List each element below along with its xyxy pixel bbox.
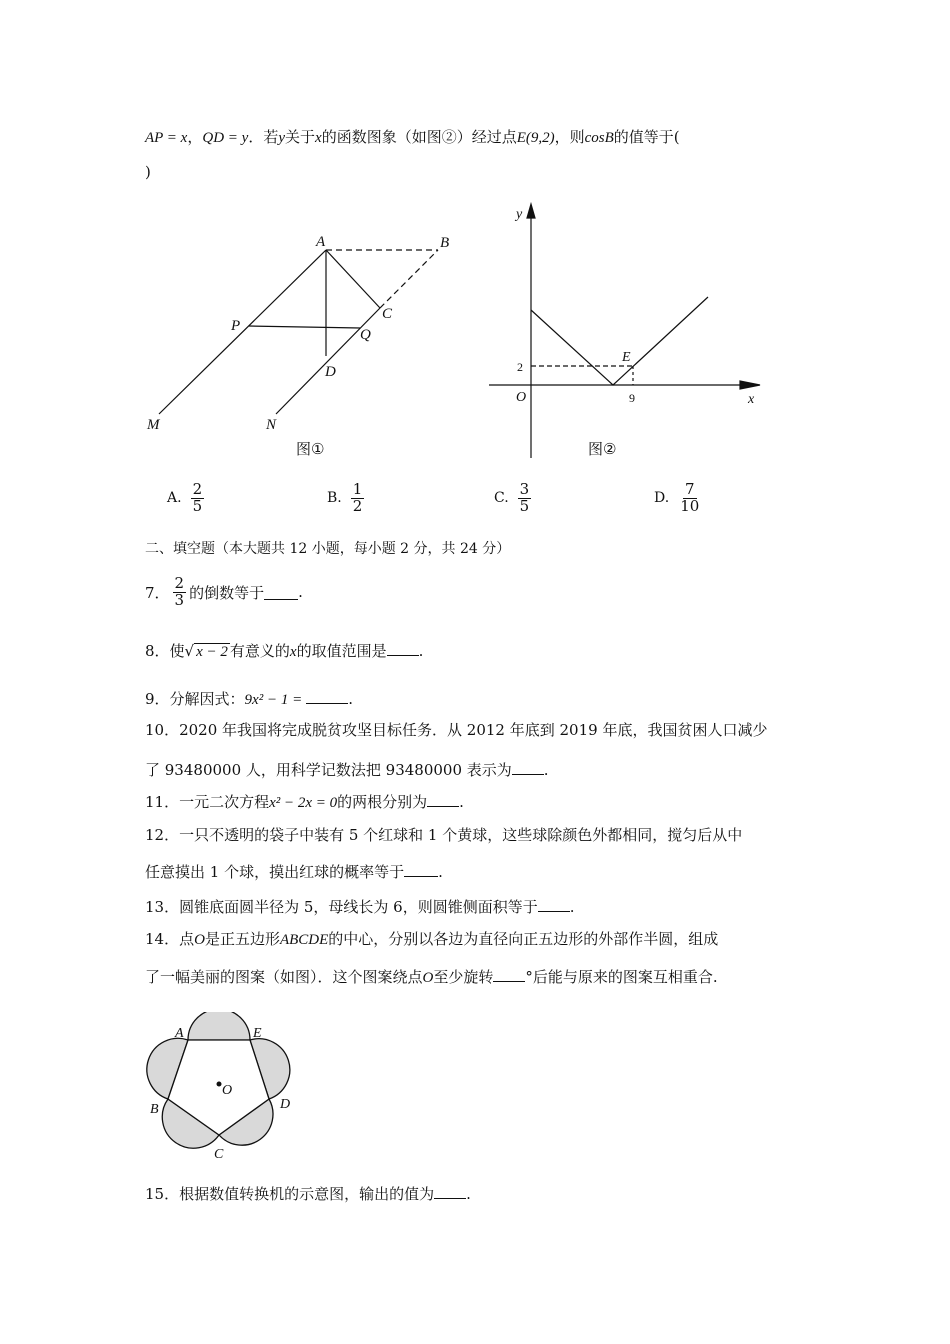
answer-blank[interactable] xyxy=(493,967,525,982)
question-number: 9．分解因式： xyxy=(145,690,245,708)
q14-text: 后能与原来的图案互相重合. xyxy=(532,968,718,986)
question-12-line1: 12．一只不透明的袋子中装有 5 个红球和 1 个黄球，这些球除颜色外都相同，搅匀后从中 xyxy=(145,826,743,844)
q14-text: 的中心，分别以各边为直径向正五边形的外部作半圆，组成 xyxy=(328,930,719,948)
q11-expr: x² − 2x = 0 xyxy=(269,795,338,811)
q6-text: 的值等于( xyxy=(613,128,680,146)
radicand: x − 2 xyxy=(196,644,228,660)
answer-blank[interactable] xyxy=(512,760,544,775)
x-axis-label: x xyxy=(748,392,755,407)
question-10-line1: 10．2020 年我国将完成脱贫攻坚目标任务．从 2012 年底到 2019 年底，我国贫困人口减少 xyxy=(145,721,768,739)
q6-text: ．若 xyxy=(248,128,279,146)
period: . xyxy=(459,793,464,811)
q6-line1 xyxy=(145,126,680,147)
q15-text: 15．根据数值转换机的示意图，输出的值为 xyxy=(145,1185,435,1203)
label-c: C xyxy=(382,306,393,322)
denominator: 3 xyxy=(174,590,185,609)
label-a: A xyxy=(316,234,326,250)
label-m: M xyxy=(147,417,160,433)
question-number: 7． xyxy=(145,583,170,602)
ap-expr: AP = x xyxy=(145,130,188,146)
label-d: D xyxy=(280,1097,291,1112)
figure-2-caption: 图② xyxy=(588,440,617,458)
period: . xyxy=(466,1185,471,1203)
question-7 xyxy=(145,576,303,609)
tick-9: 9 xyxy=(629,391,635,405)
question-14-line2 xyxy=(145,966,718,987)
separator: ， xyxy=(187,128,203,146)
question-12-line2 xyxy=(145,861,443,882)
answer-blank[interactable] xyxy=(387,641,419,656)
q14-text: 了一幅美丽的图案（如图）．这个图案绕点 xyxy=(145,968,423,986)
degree-symbol: ° xyxy=(525,968,533,986)
dashed-cb xyxy=(380,250,438,308)
label-b: B xyxy=(150,1102,159,1117)
numerator: 7 xyxy=(684,480,695,498)
choice-label: A. xyxy=(167,490,182,507)
period: . xyxy=(418,642,424,660)
numerator: 3 xyxy=(519,480,530,498)
pentagon-name: ABCDE xyxy=(279,932,329,948)
section-heading: 二、填空题（本大题共 12 小题，每小题 2 分，共 24 分） xyxy=(145,541,511,557)
question-11 xyxy=(145,791,464,812)
tick-2: 2 xyxy=(517,360,523,374)
pentagon-figure xyxy=(140,1012,310,1162)
period: . xyxy=(348,690,353,708)
choice-fraction xyxy=(191,482,205,515)
question-number: 8．使 xyxy=(145,642,185,660)
segment-ac xyxy=(326,250,380,308)
denominator: 2 xyxy=(352,496,363,515)
figure-2 xyxy=(485,198,775,463)
label-p: P xyxy=(231,318,241,334)
question-8 xyxy=(145,640,423,661)
period: . xyxy=(298,583,303,602)
q7-fraction xyxy=(173,576,187,609)
choice-a[interactable] xyxy=(167,482,207,515)
function-graph xyxy=(531,297,708,385)
numerator: 2 xyxy=(174,574,185,592)
q6-text: 的函数图象（如图②）经过点 xyxy=(321,128,517,146)
question-number: 11．一元二次方程 xyxy=(145,793,270,811)
answer-blank[interactable] xyxy=(427,792,459,807)
y-axis-arrow xyxy=(527,204,535,218)
center-point xyxy=(217,1082,222,1087)
label-a: A xyxy=(175,1026,184,1041)
period: . xyxy=(438,863,443,881)
point-o: O xyxy=(194,932,205,948)
origin-label: O xyxy=(516,390,527,405)
choice-fraction xyxy=(518,482,532,515)
sqrt-expr: √ x − 2 xyxy=(184,642,228,660)
question-9 xyxy=(145,688,353,709)
label-o: O xyxy=(222,1083,233,1098)
label-d: D xyxy=(325,364,336,380)
q12-text: 任意摸出 1 个球，摸出红球的概率等于 xyxy=(145,863,405,881)
question-10-line2 xyxy=(145,759,549,780)
answer-blank[interactable] xyxy=(434,1184,466,1199)
qd-expr: QD = y xyxy=(202,130,249,146)
q6-line2: ) xyxy=(145,163,151,181)
label-q: Q xyxy=(360,327,371,343)
line-nc xyxy=(276,308,380,414)
choice-label: D. xyxy=(654,490,670,507)
point-o: O xyxy=(422,970,434,986)
choice-fraction xyxy=(351,482,365,515)
figure-1-caption: 图① xyxy=(296,440,325,458)
q6-text: 关于 xyxy=(285,128,316,146)
point-e: E(9,2) xyxy=(516,130,555,146)
cos-b: cosB xyxy=(584,130,614,146)
var-x: x xyxy=(315,130,322,146)
denominator: 10 xyxy=(680,496,700,515)
figure-1 xyxy=(140,228,470,463)
period: . xyxy=(569,898,575,916)
q9-expr: 9x² − 1 = xyxy=(244,692,303,708)
choice-b[interactable] xyxy=(327,482,367,515)
var-x: x xyxy=(289,644,297,660)
label-n: N xyxy=(266,417,277,433)
label-e: E xyxy=(253,1026,262,1041)
choice-fraction xyxy=(678,482,701,515)
q6-text: ，则 xyxy=(554,128,585,146)
segment-pq xyxy=(249,326,360,328)
period: . xyxy=(543,761,549,779)
semicircle-ae xyxy=(188,1012,250,1040)
numerator: 2 xyxy=(192,480,203,498)
denominator: 5 xyxy=(519,496,530,515)
q13-text: 13．圆锥底面圆半径为 5，母线长为 6，则圆锥侧面积等于 xyxy=(145,898,538,916)
y-axis-label: y xyxy=(516,207,523,222)
x-axis-arrow xyxy=(740,381,760,389)
answer-blank[interactable] xyxy=(404,862,438,877)
q10-text: 了 93480000 人，用科学记数法把 93480000 表示为 xyxy=(145,761,512,779)
answer-blank[interactable] xyxy=(538,897,570,912)
numerator: 1 xyxy=(352,480,363,498)
question-15 xyxy=(145,1183,471,1204)
label-e: E xyxy=(622,350,631,365)
q14-text: 14．点 xyxy=(145,930,195,948)
var-y: y xyxy=(278,130,285,146)
label-b: B xyxy=(440,235,450,251)
q14-text: 是正五边形 xyxy=(204,930,280,948)
question-14-line1 xyxy=(145,928,718,949)
label-c: C xyxy=(214,1147,224,1162)
choice-d[interactable] xyxy=(654,482,704,515)
choice-label: C. xyxy=(494,490,509,507)
q8-text: 的取值范围是 xyxy=(296,642,387,660)
question-13 xyxy=(145,896,575,917)
answer-blank[interactable] xyxy=(306,689,348,704)
q14-text: 至少旋转 xyxy=(433,968,494,986)
q8-text: 有意义的 xyxy=(229,642,290,660)
choice-label: B. xyxy=(327,490,342,507)
q7-text: 的倒数等于 xyxy=(189,583,265,602)
q11-text: 的两根分别为 xyxy=(337,793,428,811)
choice-c[interactable] xyxy=(494,482,534,515)
answer-blank[interactable] xyxy=(264,585,298,600)
denominator: 5 xyxy=(192,496,203,515)
